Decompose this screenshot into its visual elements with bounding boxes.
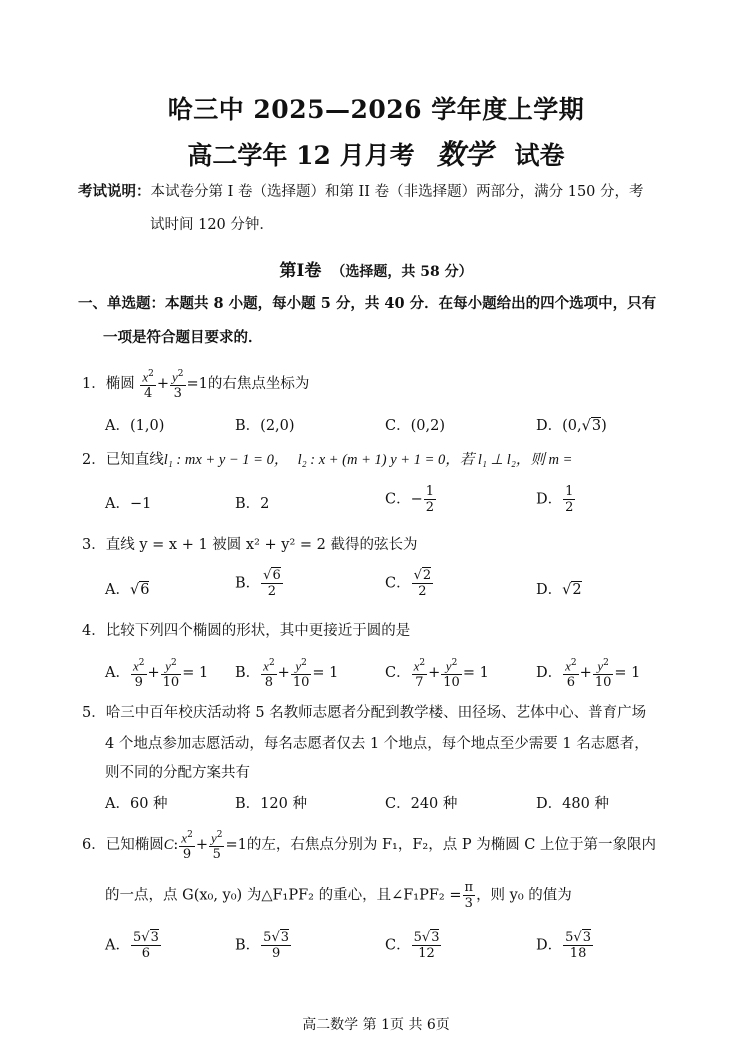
q6-option-a[interactable]: A． $\frac{5√3}{6}$ — [105, 930, 159, 961]
q4-option-a[interactable]: A． $\frac{x^2}{9}$ + $\frac{y^2}{10}$ = 1 — [105, 658, 209, 691]
q5-line2: 4 个地点参加志愿活动，每名志愿者仅去 1 个地点，每个地点至少需要 1 名志愿者， — [105, 736, 649, 752]
part1-instructions-line2: 一项是符合题目要求的． — [103, 329, 263, 346]
instructions-label: 考试说明： — [78, 183, 151, 200]
subject-name: 数学 — [436, 138, 493, 171]
q6-option-b[interactable]: B． $\frac{5√3}{9}$ — [235, 930, 290, 961]
q2-option-c[interactable]: C．− $\frac{1}{2}$ — [385, 484, 435, 515]
part1-instructions-line1: 一、单选题：本题共 8 小题，每小题 5 分，共 40 分．在每小题给出的四个选项中，只有 — [78, 295, 657, 312]
q3-option-d[interactable]: D．√2 — [536, 582, 582, 598]
q6-mid: 的左，右焦点分别为 F₁，F₂，点 P 为椭圆 C 上位于第一象限内 — [246, 837, 657, 854]
subtitle-left: 高二学年 12 月月考 — [187, 141, 415, 170]
q2-line2: l₂ : x + (m + 1) y + 1 = 0，若 l₁ ⊥ l₂，则 m = — [297, 452, 573, 468]
q1-pre: 椭圆 — [105, 376, 135, 393]
section-title: 第I卷 — [279, 261, 322, 281]
q1-frac-x: $\frac{x^2}{4}$ — [142, 369, 154, 402]
section-subtitle: （选择题，共 58 分） — [331, 264, 473, 280]
q2-option-d[interactable]: D． $\frac{1}{2}$ — [536, 484, 574, 515]
exam-title: 哈三中 2025—2026 学年度上学期 — [167, 95, 585, 124]
q4-option-c[interactable]: C． $\frac{x^2}{7}$ + $\frac{y^2}{10}$ = 1 — [385, 658, 489, 691]
subtitle-right: 试卷 — [514, 141, 565, 170]
q5-option-a[interactable]: A．60 种 — [105, 796, 168, 812]
instructions-line2: 试时间 120 分钟． — [150, 217, 274, 233]
q1-option-c[interactable]: C．(0,2) — [385, 418, 445, 434]
exam-instructions — [78, 182, 688, 202]
q6-line2: 的一点，点 G(x₀, y₀) 为△F₁PF₂ 的重心，且∠F₁PF₂ = $\frac{\pi}{3}$ ，则 y₀ 的值为 — [105, 880, 572, 911]
q5-option-b[interactable]: B．120 种 — [235, 796, 307, 812]
q5-option-c[interactable]: C．240 种 — [385, 796, 458, 812]
question-4: 4．比较下列四个椭圆的形状，其中更接近于圆的是 — [82, 623, 411, 639]
question-2: 2．已知直线l₁ : mx + y − 1 = 0， l₂ : x + (m + 1) y + 1 = 0，若 l₁ ⊥ l₂，则 m = — [82, 452, 573, 468]
q2-option-a[interactable]: A．−1 — [105, 496, 152, 512]
section-heading — [0, 256, 752, 281]
q1-option-b[interactable]: B．(2,0) — [235, 418, 295, 434]
q1-number: 1． — [82, 376, 106, 393]
exam-subtitle — [0, 133, 752, 173]
q4-option-d[interactable]: D． $\frac{x^2}{6}$ + $\frac{y^2}{10}$ = 1 — [536, 658, 641, 691]
instructions-line1: 本试卷分第 I 卷（选择题）和第 II 卷（非选择题）两部分，满分 150 分，考 — [150, 184, 644, 200]
question-5: 5．哈三中百年校庆活动将 5 名教师志愿者分配到教学楼、田径场、艺体中心、普育广场 — [82, 705, 647, 721]
q1-option-d[interactable]: D．(0,√3) — [536, 418, 607, 434]
page-footer: 高二数学 第 1页 共 6页 — [302, 1017, 450, 1033]
q5-option-d[interactable]: D．480 种 — [536, 796, 609, 812]
q5-line3: 则不同的分配方案共有 — [105, 765, 250, 781]
q3-option-c[interactable]: C． $\frac{√2}{2}$ — [385, 568, 432, 599]
q3-option-a[interactable]: A．√6 — [105, 582, 150, 598]
q4-option-b[interactable]: B． $\frac{x^2}{8}$ + $\frac{y^2}{10}$ = 1 — [235, 658, 339, 691]
q2-option-b[interactable]: B．2 — [235, 496, 270, 512]
q1-option-a[interactable]: A．(1,0) — [105, 418, 165, 434]
q6-option-d[interactable]: D． $\frac{5√3}{18}$ — [536, 930, 591, 961]
q6-option-c[interactable]: C． $\frac{5√3}{12}$ — [385, 930, 440, 961]
q3-option-b[interactable]: B． $\frac{√6}{2}$ — [235, 568, 281, 599]
q2-line1: l₁ : mx + y − 1 = 0， — [163, 452, 289, 468]
q1-frac-y: $\frac{y^2}{3}$ — [172, 369, 184, 402]
question-6: 6．已知椭圆C: $\frac{x^2}{9}$ + $\frac{y^2}{5}$ =1的左，右焦点分别为 F₁，F₂，点 P 为椭圆 C 上位于第一象限内 — [82, 830, 657, 863]
question-3: 3．直线 y = x + 1 被圆 x² + y² = 2 截得的弦长为 — [82, 537, 418, 553]
question-1: 1．椭圆 $\frac{x^2}{4}$ + $\frac{y^2}{3}$ =1的右焦点坐标为 — [82, 369, 310, 402]
q1-post: 的右焦点坐标为 — [207, 376, 310, 393]
